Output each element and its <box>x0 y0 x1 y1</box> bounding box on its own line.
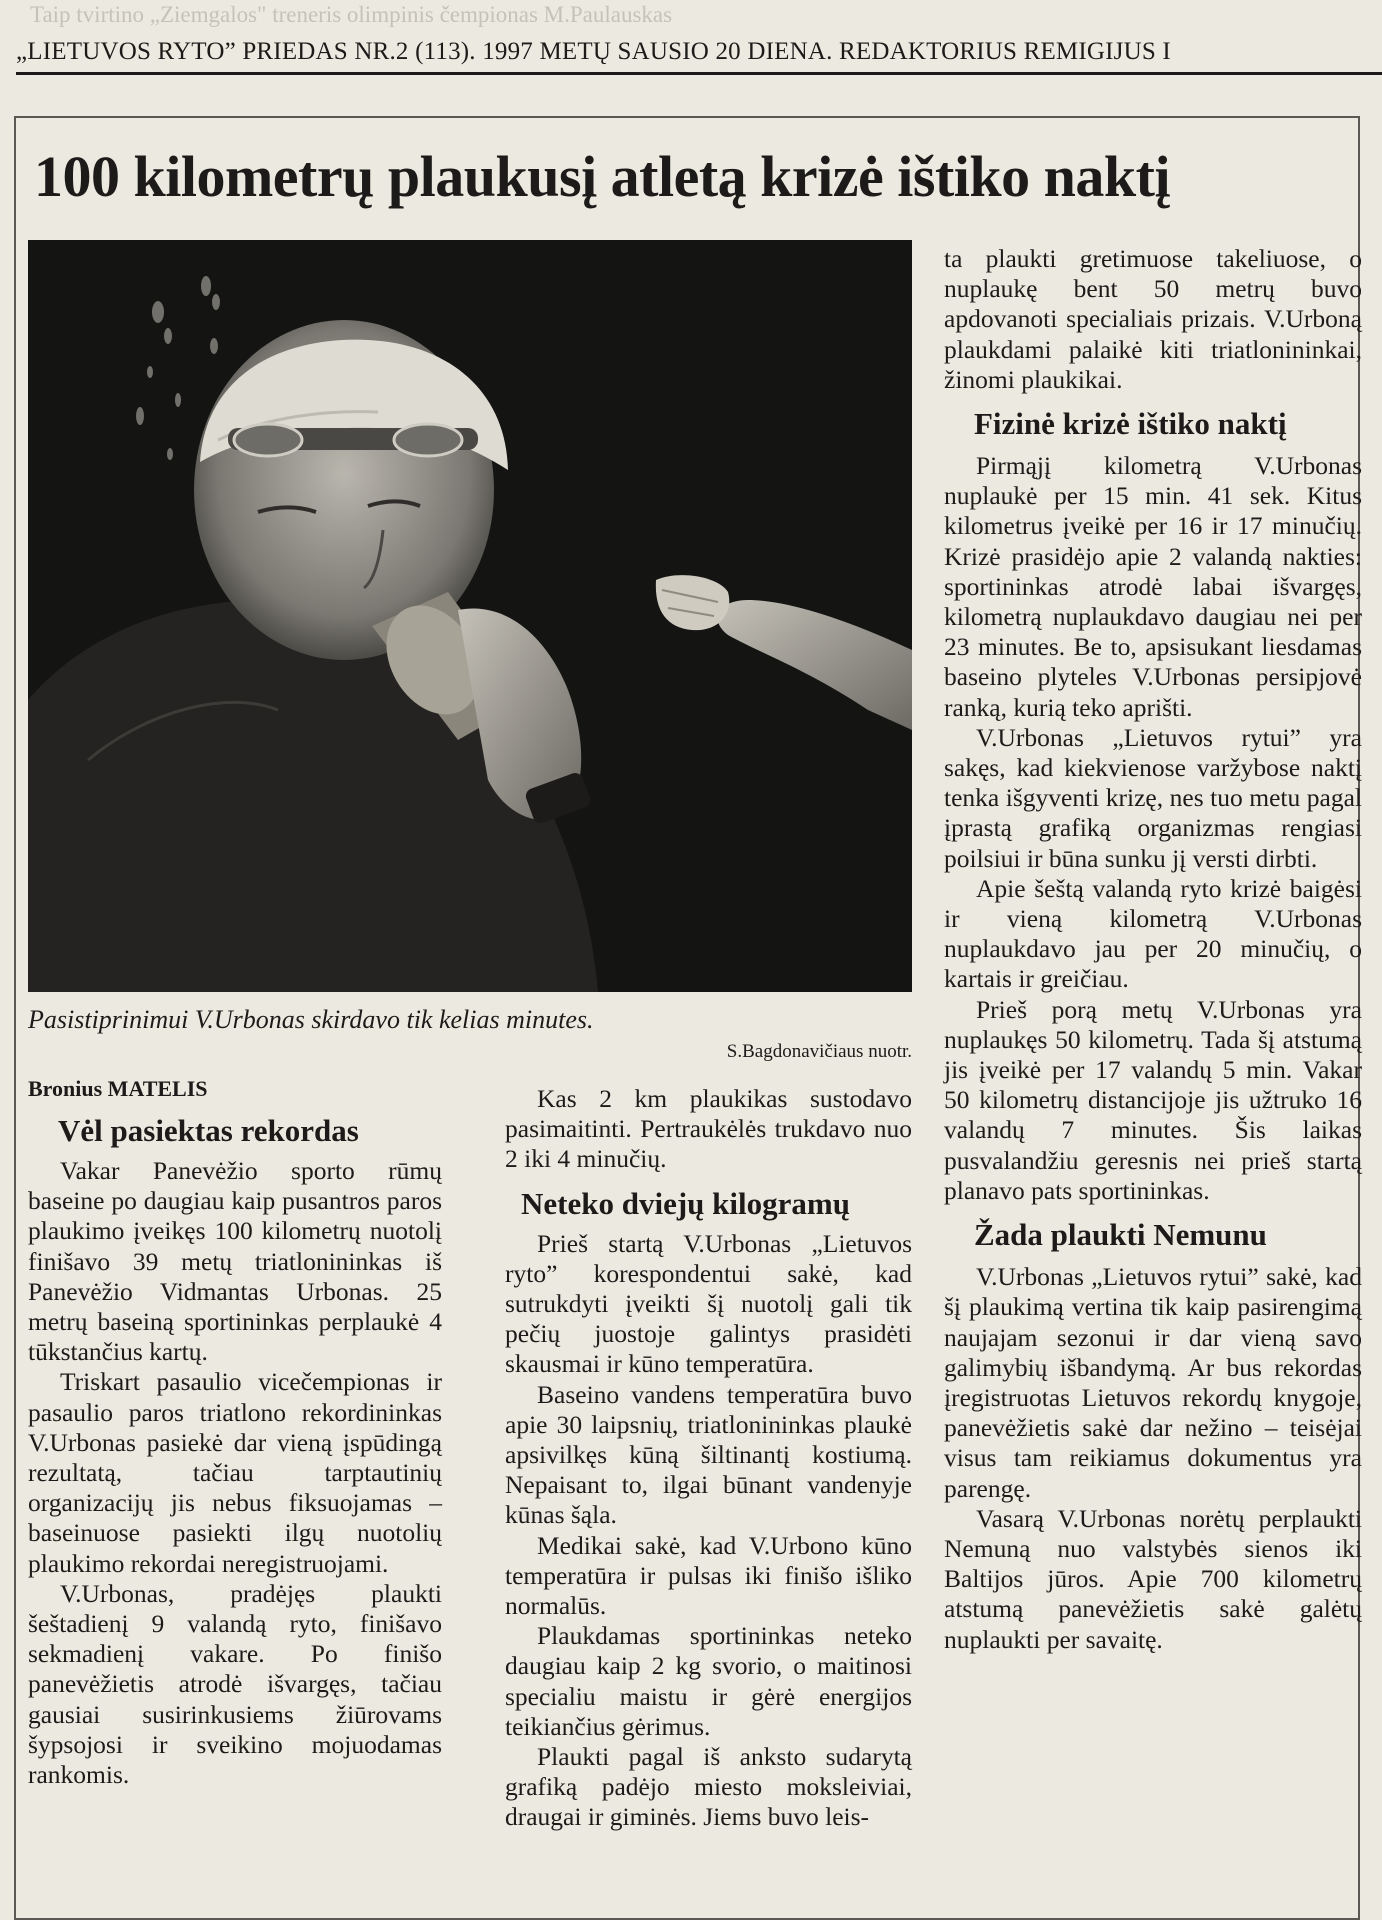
column-1 <box>28 1074 442 1790</box>
paragraph: Vakar Panevėžio sporto rūmų baseine po daugiau kaip pusantros paros plaukimo įveikęs 100 kilometrų nuotolį finišavo 39 metų triatlonininkas iš Panevėžio Vidmantas Urbonas. 25 metrų baseiną sportininkas perplaukė 4 tūkstančius kartų. <box>28 1156 442 1367</box>
subheading-weight: Neteko dviejų kilogramų <box>521 1185 850 1221</box>
paragraph: Triskart pasaulio vicečempionas ir pasaulio paros triatlono rekordininkas V.Urbonas pasiekė dar vieną įspūdingą rezultatą, tačiau tarptautinių organizacijų jis nebus fiksuojamas – baseinuose pasiekti ilgų nuotolių plaukimo rekordai neregistruojami. <box>28 1367 442 1578</box>
photo-caption: Pasistiprinimui V.Urbonas skirdavo tik kelias minutes. <box>28 1005 594 1034</box>
paragraph: Kas 2 km plaukikas sustodavo pasimaitinti. Pertraukėlės trukdavo nuo 2 iki 4 minučių. <box>505 1084 912 1174</box>
swimmer-photo <box>28 240 912 992</box>
paragraph: Prieš porą metų V.Urbonas yra nuplaukęs 50 kilometrų. Tada šį atstumą jis įveikė per 17 valandų 5 min. Vakar 50 kilometrų distancijoje jis užtruko 16 valandų 7 minutes. Šis laikas pusvalandžiu geresnis nei prieš startą planavo pats sportininkas. <box>944 994 1362 1205</box>
paragraph: Pirmąjį kilometrą V.Urbonas nuplaukė per 15 min. 41 sek. Kitus kilometrus įveikė per 16 ir 17 minučių. Krizė prasidėjo apie 2 valandą nakties: sportininkas atrodė labai išvargęs, kilometrą nuplaukdavo daugiau nei per 23 minutes. Be to, apsisukant liesdamas baseino plyteles V.Urbonas persipjovė ranką, kurią teko aprišti. <box>944 451 1362 722</box>
paragraph: Plaukti pagal iš anksto sudarytą grafiką padėjo miesto moksleiviai, draugai ir giminės. Jiems buvo leis- <box>505 1742 912 1832</box>
byline: Bronius MATELIS <box>28 1076 208 1101</box>
paragraph: Apie šeštą valandą ryto krizė baigėsi ir vieną kilometrą V.Urbonas nuplaukdavo jau per 20 minučių, o kartais ir greičiau. <box>944 873 1362 994</box>
paragraph: Prieš startą V.Urbonas „Lietuvos ryto” korespondentui sakė, kad sutrukdyti įveikti šį nuotolį gali tik pečių juostoje galintys prasidėti skausmai ir kūno temperatūra. <box>505 1228 912 1379</box>
paragraph: Vasarą V.Urbonas norėtų perplaukti Nemuną nuo valstybės sienos iki Baltijos jūros. Apie 700 kilometrų atstumą panevėžietis sakė galėtų nuplaukti per savaitę. <box>944 1503 1362 1654</box>
paragraph: V.Urbonas „Lietuvos rytui” yra sakęs, kad kiekvienose varžybose naktį tenka išgyventi krizę, nes tuo metu pagal įprastą grafiką organizmas rengiasi poilsiui ir būna sunku jį versti dirbti. <box>944 722 1362 873</box>
bleed-through-top: Taip tvirtino „Ziemgalos" treneris olimpinis čempionas M.Paulauskas <box>30 2 673 27</box>
paragraph: ta plaukti gretimuose takeliuose, o nuplaukę bent 50 metrų buvo apdovanoti specialiais prizais. V.Urboną plaukdami palaikė kiti triatlonininkai, žinomi plaukikai. <box>944 244 1362 394</box>
paragraph: V.Urbonas, pradėjęs plaukti šeštadienį 9 valandą ryto, finišavo sekmadienį vakare. Po finišo panevėžietis atrodė išvargęs, tačiau gausiai susirinkusiems žiūrovams šypsojosi ir sveikino mojuodamas rankomis. <box>28 1578 442 1790</box>
paragraph: Baseino vandens temperatūra buvo apie 30 laipsnių, triatlonininkas plaukė apsivilkęs kūną šiltinantį kostiumą. Nepaisant to, ilgai būnant vandenyje kūnas šąla. <box>505 1379 912 1530</box>
subheading-record: Vėl pasiektas rekordas <box>58 1113 359 1148</box>
subheading-nemunas: Žada plaukti Nemunu <box>974 1217 1267 1253</box>
masthead: „LIETUVOS RYTO” PRIEDAS NR.2 (113). 1997 METŲ SAUSIO 20 DIENA. REDAKTORIUS REMIGIJUS I <box>16 32 1382 75</box>
paragraph: Medikai sakė, kad V.Urbono kūno temperatūra ir pulsas iki finišo išliko normalūs. <box>505 1530 912 1621</box>
paragraph: V.Urbonas „Lietuvos rytui” sakė, kad šį plaukimą vertina tik kaip pasirengimą naujajam sezonui ir dar vieną savo galimybių išbandymą. Ar bus rekordas įregistruotas Lietuvos rekordų knygoje, panevėžietis sakė dar nežino – teisėjai visus tam reikiamus dokumentus yra parengę. <box>944 1262 1362 1503</box>
paragraph: Plaukdamas sportininkas neteko daugiau kaip 2 kg svorio, o maitinosi specialiu maistu ir gėrė energijos teikiančius gėrimus. <box>505 1621 912 1741</box>
subheading-crisis: Fizinė krizė ištiko naktį <box>974 406 1287 442</box>
column-3 <box>944 244 1362 1655</box>
photo-credit: S.Bagdonavičiaus nuotr. <box>726 1041 912 1062</box>
column-2 <box>505 1074 912 1833</box>
headline: 100 kilometrų plaukusį atletą krizė ištiko naktį <box>34 144 1171 209</box>
swimmer-photo-illustration <box>28 240 912 992</box>
